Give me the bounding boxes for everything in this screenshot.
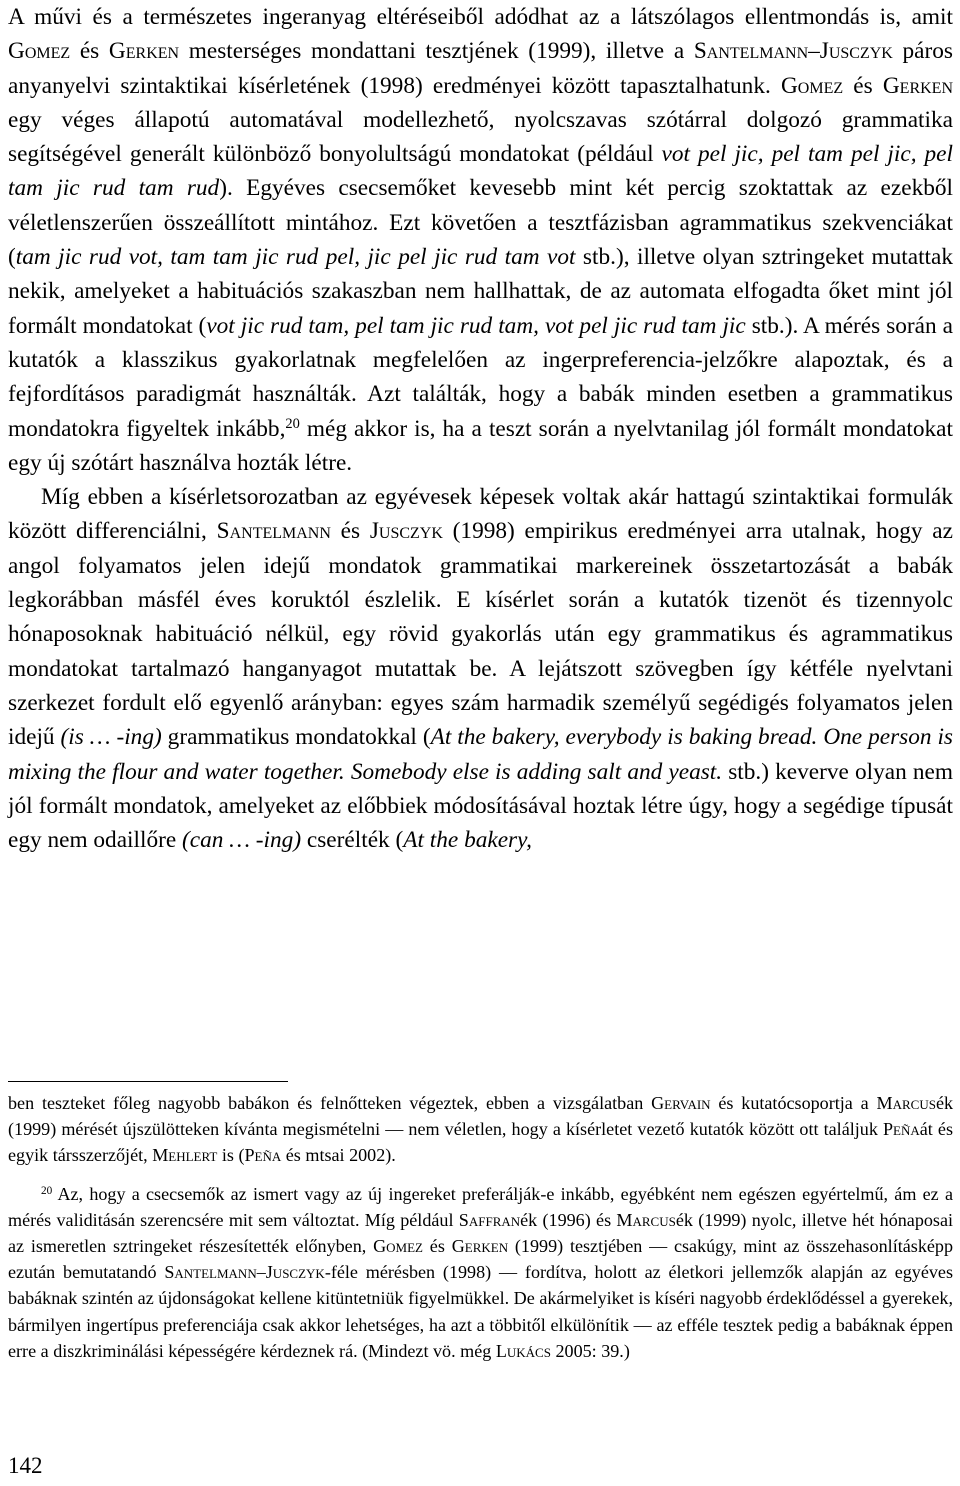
italic-example: vot pel jic, pel tam pel jic, pel tam jic rud tam rud — [8, 141, 953, 202]
author-name: Gomez — [8, 38, 71, 65]
author-name: Jusczyk — [369, 518, 443, 545]
author-name: Lukács — [495, 1340, 551, 1361]
footnotes — [8, 1090, 953, 1364]
author-name: Peña — [244, 1145, 282, 1166]
author-name: Gomez — [373, 1236, 423, 1257]
footnote-separator — [8, 1081, 288, 1082]
italic-example: tam jic rud vot, tam tam jic rud pel, jic pel jic rud tam vot — [15, 244, 576, 271]
italic-example: At the bakery, — [403, 827, 533, 854]
author-name: Peña — [882, 1119, 920, 1140]
paragraph: Míg ebben a kísérletsorozatban az egyévesek képesek voltak akár hattagú szintaktikai formulák között differenciálni, Santelmann és Jusczyk (1998) empirikus eredményei arra utalnak, hogy az angol folyamatos jelen idejű mondatok grammatikai markereinek összetartozását a babák legkorábban másfél éves koruktól észlelik. E kísérlet során a kutatók tizenöt és tizennyolc hónaposoknak habituáció nélkül, egy rövid gyakorlás után egy grammatikus és agrammatikus mondatokat tartalmazó hanganyagot mutattak be. A lejátszott szövegben így kétféle nyelvtani szerkezet fordult elő egyenlő arányban: egyes szám harmadik személyű segédigés folyamatos jelen idejű (is … -ing) grammatikus mondatokkal (At the bakery, everybody is baking bread. One person is mixing the flour and water together. Somebody else is adding salt and yeast. stb.) keverve olyan nem jól formált mondatok, amelyeket az előbbiek módosításával hoztak létre úgy, hogy a segédige típusát egy nem odaillőre (can … -ing) cserélték (At the bakery, — [8, 484, 953, 854]
italic-example: vot jic rud tam, pel tam jic rud tam, vot pel jic rud tam jic — [206, 312, 746, 339]
italic-example: (is … -ing) — [60, 724, 162, 751]
author-name: Santelmann — [216, 518, 331, 545]
author-name: Gervain — [651, 1093, 711, 1113]
author-name: Gerken — [882, 72, 953, 99]
author-name: Gerken — [451, 1236, 509, 1257]
author-name: Mehlert — [152, 1145, 218, 1166]
footnote-20 — [8, 1181, 953, 1364]
author-name: Santelmann–Jusczyk — [693, 38, 893, 65]
author-name: Marcus — [616, 1209, 676, 1230]
footnote-text: Az, hogy a csecsemők az ismert vagy az új ingereket preferálják-e inkább, egyébként nem egészen egyértelmű, ám ez a mérés validitásán szerencsére mit sem változtat. Míg például Saffranék (1996) és Marcusék (1999) nyolc, illetve hét hónaposai az ismeretlen sztringeket részesítették előnyben, Gomez és Gerken (1999) tesztjében — csakúgy, mint az összehasonlításképp ezután bemutatandó Santelmann–Jusczyk-féle mérésben (1998) — fordítva, holott az életkori jellemzők alapján az egyéves babáknak szintén az újdonságokat kellene kitüntetniük figyelmükkel. De akármelyiket is kíséri nagyobb érdeklődéssel a gyerekek, bármilyen ingertípus preferenciája csak akkor lehetséges, ha azt a többitől elkülönítik — az efféle tesztek pedig a babáknak éppen erre a diszkriminálási képességére kérdeznek rá. (Mindezt vö. még Lukács 2005: 39.) — [8, 1183, 954, 1361]
author-name: Gerken — [108, 38, 180, 65]
italic-example: (can … -ing) — [182, 827, 302, 854]
author-name: Saffran — [458, 1209, 521, 1230]
author-name: Gomez — [780, 72, 844, 99]
italic-example: At the bakery, everybody is baking bread. One person is mixing the flour and water together. Somebody else is adding salt and yeast. — [8, 724, 953, 785]
author-name: Santelmann–Jusczyk — [164, 1262, 325, 1283]
author-name: Marcus — [876, 1093, 936, 1113]
footnote-reference: 20 — [285, 415, 300, 432]
paragraph: A művi és a természetes ingeranyag eltéréseiből adódhat az a látszólagos ellentmondás is, amit Gomez és Gerken mesterséges mondattani tesztjének (1999), illetve a Santelmann–Jusczyk páros anyanyelvi szintaktikai kísérletének (1998) eredményei között tapasztalhatunk. Gomez és Gerken egy véges állapotú automatával modellezhető, nyolcszavas szótárral dolgozó grammatika segítségével generált különböző bonyolultságú mondatokat (például vot pel jic, pel tam pel jic, pel tam jic rud tam rud). Egyéves csecsemőket kevesebb mint két percig szoktattak az ezekből véletlenszerűen összeállított mintához. Ezt követően a tesztfázisban agrammatikus szekvenciákat (tam jic rud vot, tam tam jic rud pel, jic pel jic rud tam vot stb.), illetve olyan sztringeket mutattak nekik, amelyeket a habituációs szakaszban nem hallhattak, de az automata elfogadta őket mint jól formált mondatokat (vot jic rud tam, pel tam jic rud tam, vot pel jic rud tam jic stb.). A mérés során a kutatók a klasszikus gyakorlatnak megfelelően az ingerpreferencia-jelzőkre alapoztak, és a fejfordításos paradigmát használták. Azt találták, hogy a babák minden esetben a grammatikus mondatokra figyeltek inkább,$^{20}$ még akkor is, ha a teszt során a nyelvtanilag jól formált mondatokat egy új szótárt használva hozták létre. — [8, 4, 953, 476]
main-text — [8, 0, 953, 857]
footnote-marker: 20 — [41, 1184, 53, 1197]
page-number: 142 — [8, 1453, 43, 1478]
footnote-continuation: ben teszteket főleg nagyobb babákon és felnőtteken végeztek, ebben a vizsgálatban Gervain és kutatócsoportja a Marcusék (1999) mérését újszülötteken kívánta megismételni — nem véletlen, hogy a kísérletet vezető kutatók között ott találjuk Peñaát és egyik társszerzőjét, Mehlert is (Peña és mtsai 2002). — [8, 1093, 954, 1166]
